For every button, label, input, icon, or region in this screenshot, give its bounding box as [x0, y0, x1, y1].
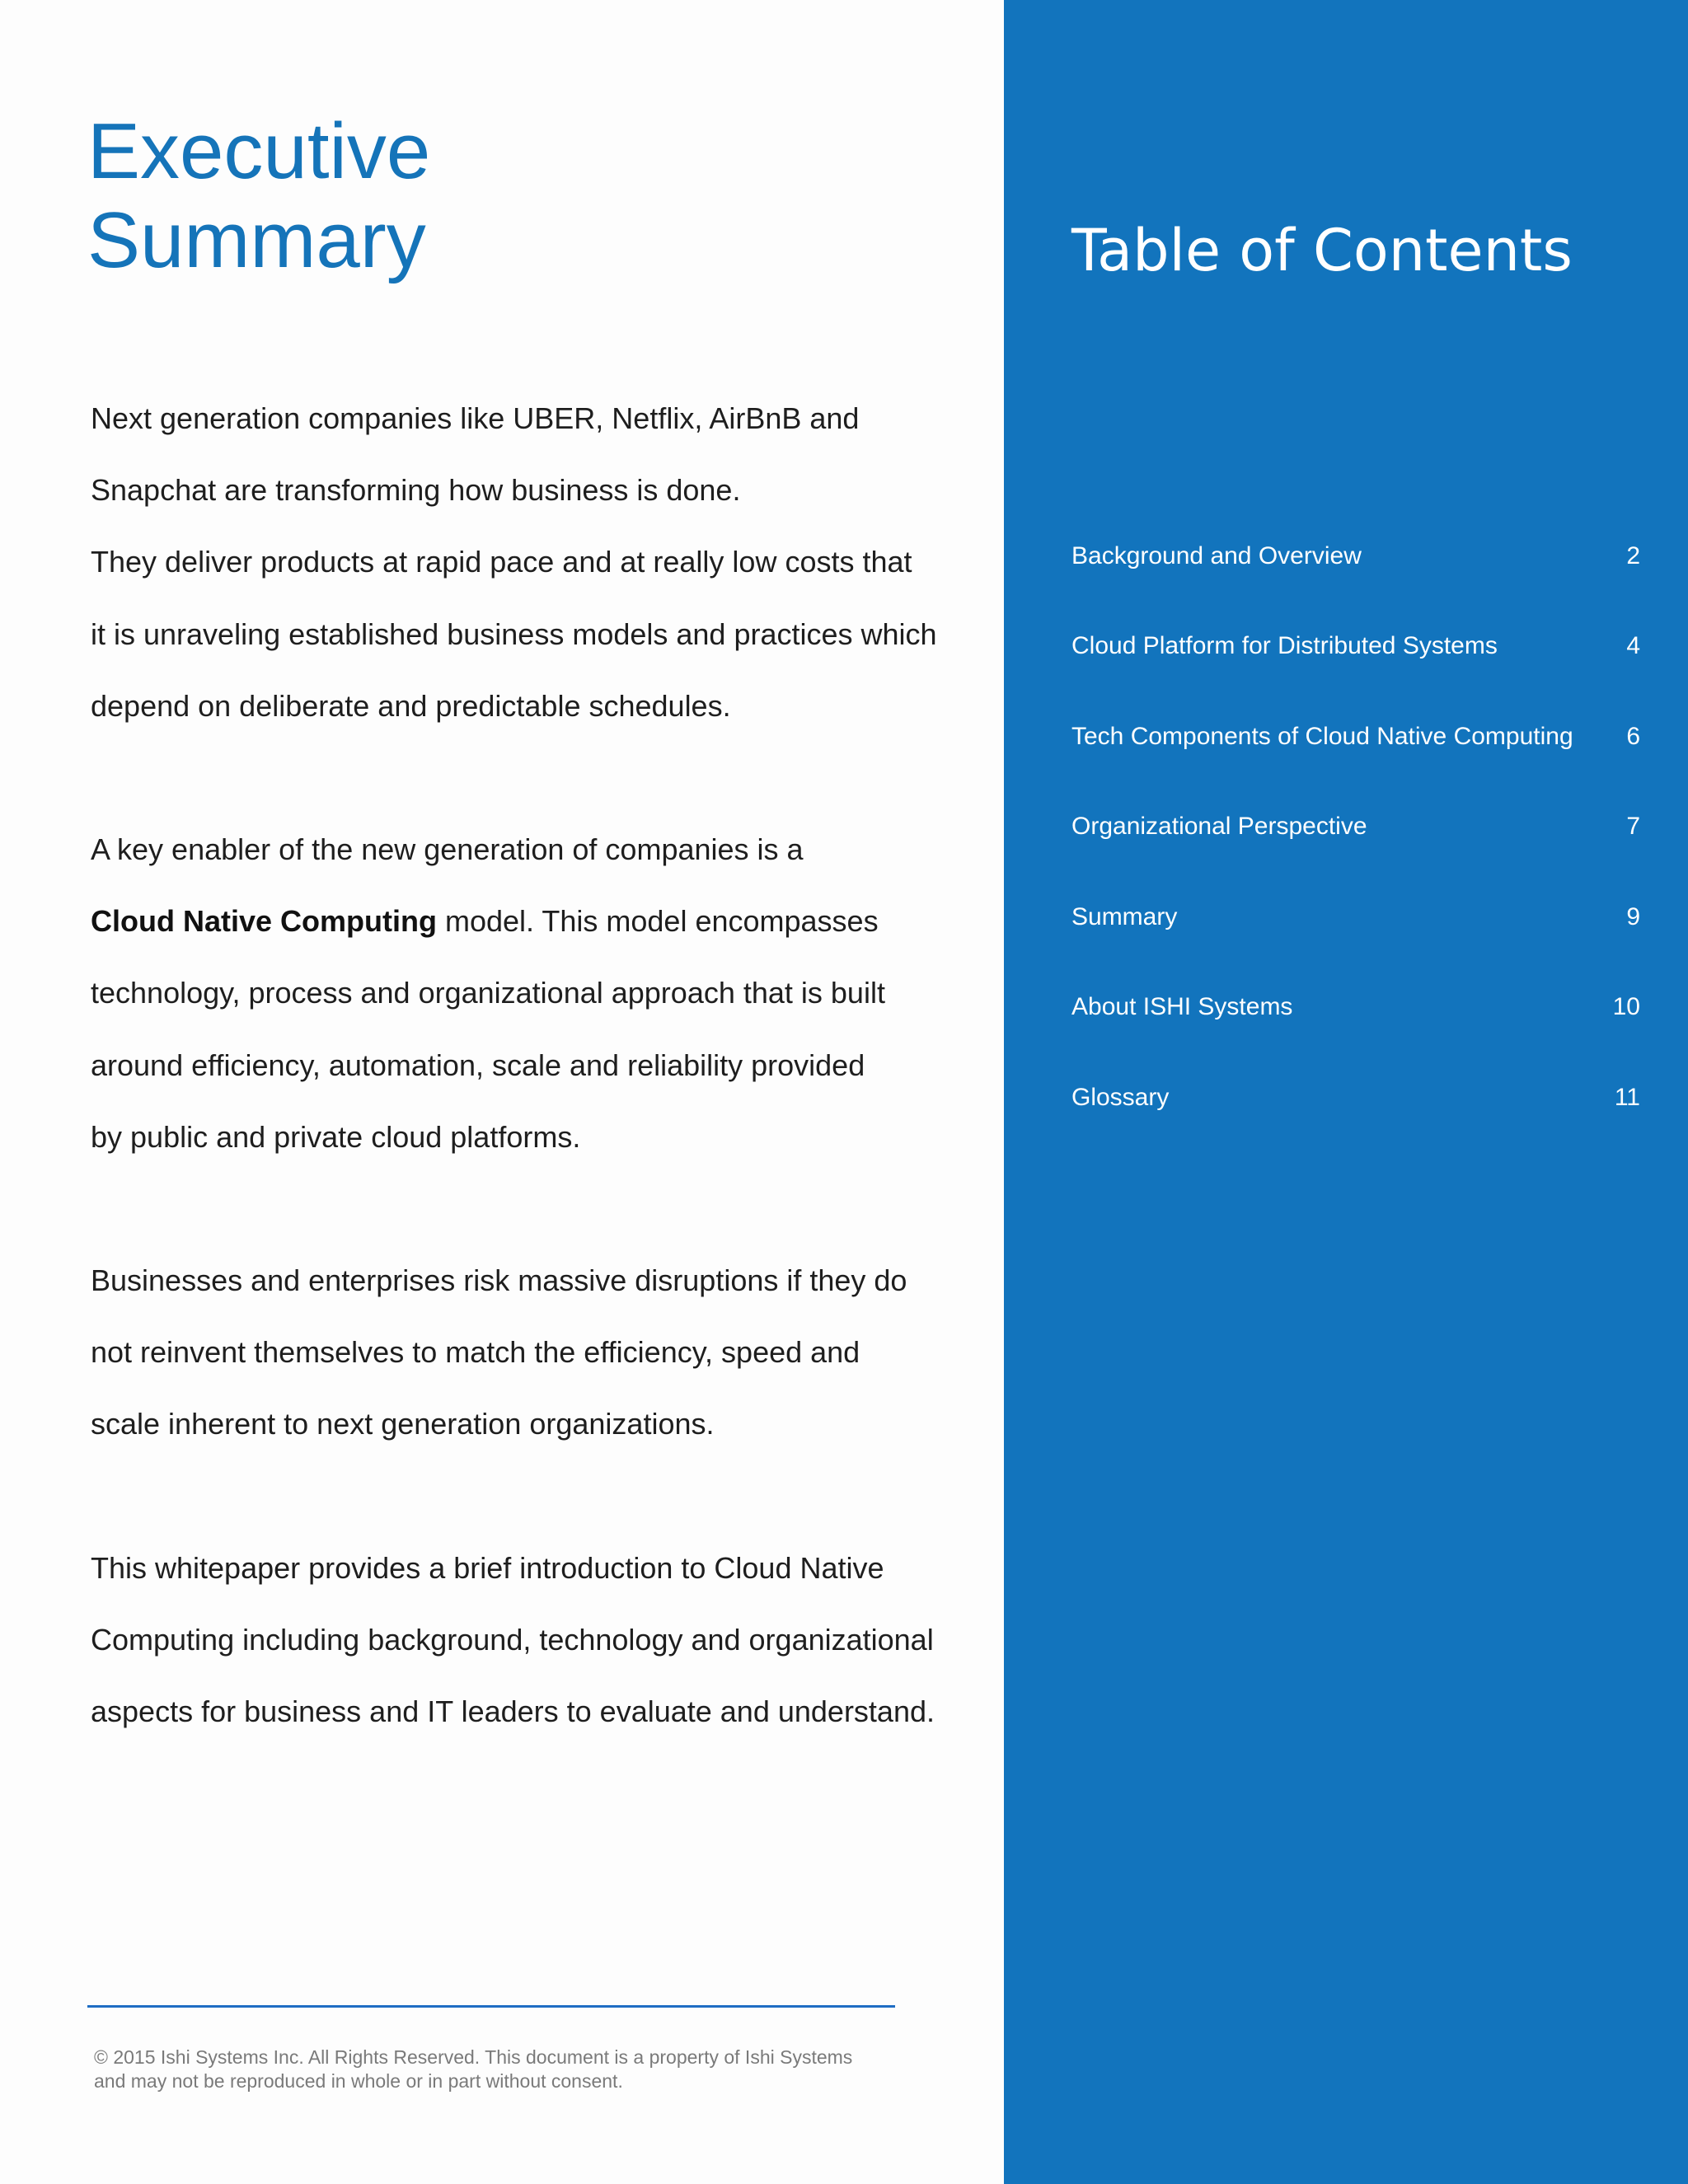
text-line: model. This model encompasses — [436, 904, 879, 939]
text-line: depend on deliberate and predictable schedules. — [91, 688, 731, 723]
toc-item-page: 2 — [1626, 541, 1640, 569]
title-line-2: Summary — [87, 196, 426, 284]
toc-item-cloud-platform[interactable] — [1071, 602, 1640, 692]
paragraph-4 — [91, 1532, 981, 1748]
footer-divider — [87, 2005, 895, 2008]
body-text — [91, 382, 981, 1819]
text-line: Computing including background, technology and organizational — [91, 1622, 934, 1657]
text-line: by public and private cloud platforms. — [91, 1119, 581, 1154]
page-title — [87, 107, 829, 285]
toc-item-label: Background and Overview — [1071, 541, 1362, 569]
toc-item-page: 10 — [1612, 993, 1640, 1021]
text-line: This whitepaper provides a brief introduction to Cloud Native — [91, 1550, 884, 1585]
toc-list — [1071, 511, 1640, 1143]
toc-item-glossary[interactable] — [1071, 1052, 1640, 1143]
bold-term: Cloud Native Computing — [91, 904, 437, 939]
text-line: it is unraveling established business models and practices which — [91, 616, 937, 651]
toc-item-label: Summary — [1071, 902, 1178, 930]
toc-item-page: 6 — [1626, 722, 1640, 750]
text-line: Businesses and enterprises risk massive disruptions if they do — [91, 1263, 907, 1298]
toc-item-page: 4 — [1626, 632, 1640, 660]
text-line: They deliver products at rapid pace and at really low costs that — [91, 545, 912, 579]
toc-item-page: 11 — [1614, 1083, 1640, 1111]
text-line: scale inherent to next generation organizations. — [91, 1407, 715, 1441]
footer-line-2: and may not be reproduced in whole or in part without consent. — [94, 2070, 623, 2092]
text-line: not reinvent themselves to match the efficiency, speed and — [91, 1335, 860, 1370]
toc-item-label: Glossary — [1071, 1083, 1170, 1111]
text-line: aspects for business and IT leaders to evaluate and understand. — [91, 1694, 935, 1729]
text-line: Next generation companies like UBER, Netflix, AirBnB and — [91, 401, 860, 435]
copyright-footer — [94, 2046, 918, 2093]
toc-item-summary[interactable] — [1071, 872, 1640, 963]
toc-title: Table of Contents — [1071, 217, 1573, 284]
toc-item-about-ishi-systems[interactable] — [1071, 963, 1640, 1053]
paragraph-3 — [91, 1244, 981, 1460]
paragraph-1 — [91, 382, 981, 742]
toc-item-label: About ISHI Systems — [1071, 993, 1293, 1021]
toc-item-label: Cloud Platform for Distributed Systems — [1071, 632, 1498, 660]
text-line: Snapchat are transforming how business is done. — [91, 473, 741, 508]
paragraph-2 — [91, 813, 981, 1173]
toc-item-organizational-perspective[interactable] — [1071, 782, 1640, 873]
toc-item-background-and-overview[interactable] — [1071, 511, 1640, 602]
title-line-1: Executive — [87, 107, 431, 195]
text-line: around efficiency, automation, scale and reliability provided — [91, 1047, 865, 1082]
toc-item-page: 7 — [1626, 813, 1640, 841]
toc-item-label: Organizational Perspective — [1071, 813, 1367, 841]
toc-item-label: Tech Components of Cloud Native Computing — [1071, 722, 1573, 750]
text-line: A key enabler of the new generation of companies is a — [91, 832, 804, 867]
footer-line-1: © 2015 Ishi Systems Inc. All Rights Reserved. This document is a property of Ishi Systems — [94, 2046, 853, 2068]
toc-item-page: 9 — [1626, 902, 1640, 930]
text-line: technology, process and organizational approach that is built — [91, 976, 885, 1010]
toc-item-tech-components[interactable] — [1071, 691, 1640, 782]
